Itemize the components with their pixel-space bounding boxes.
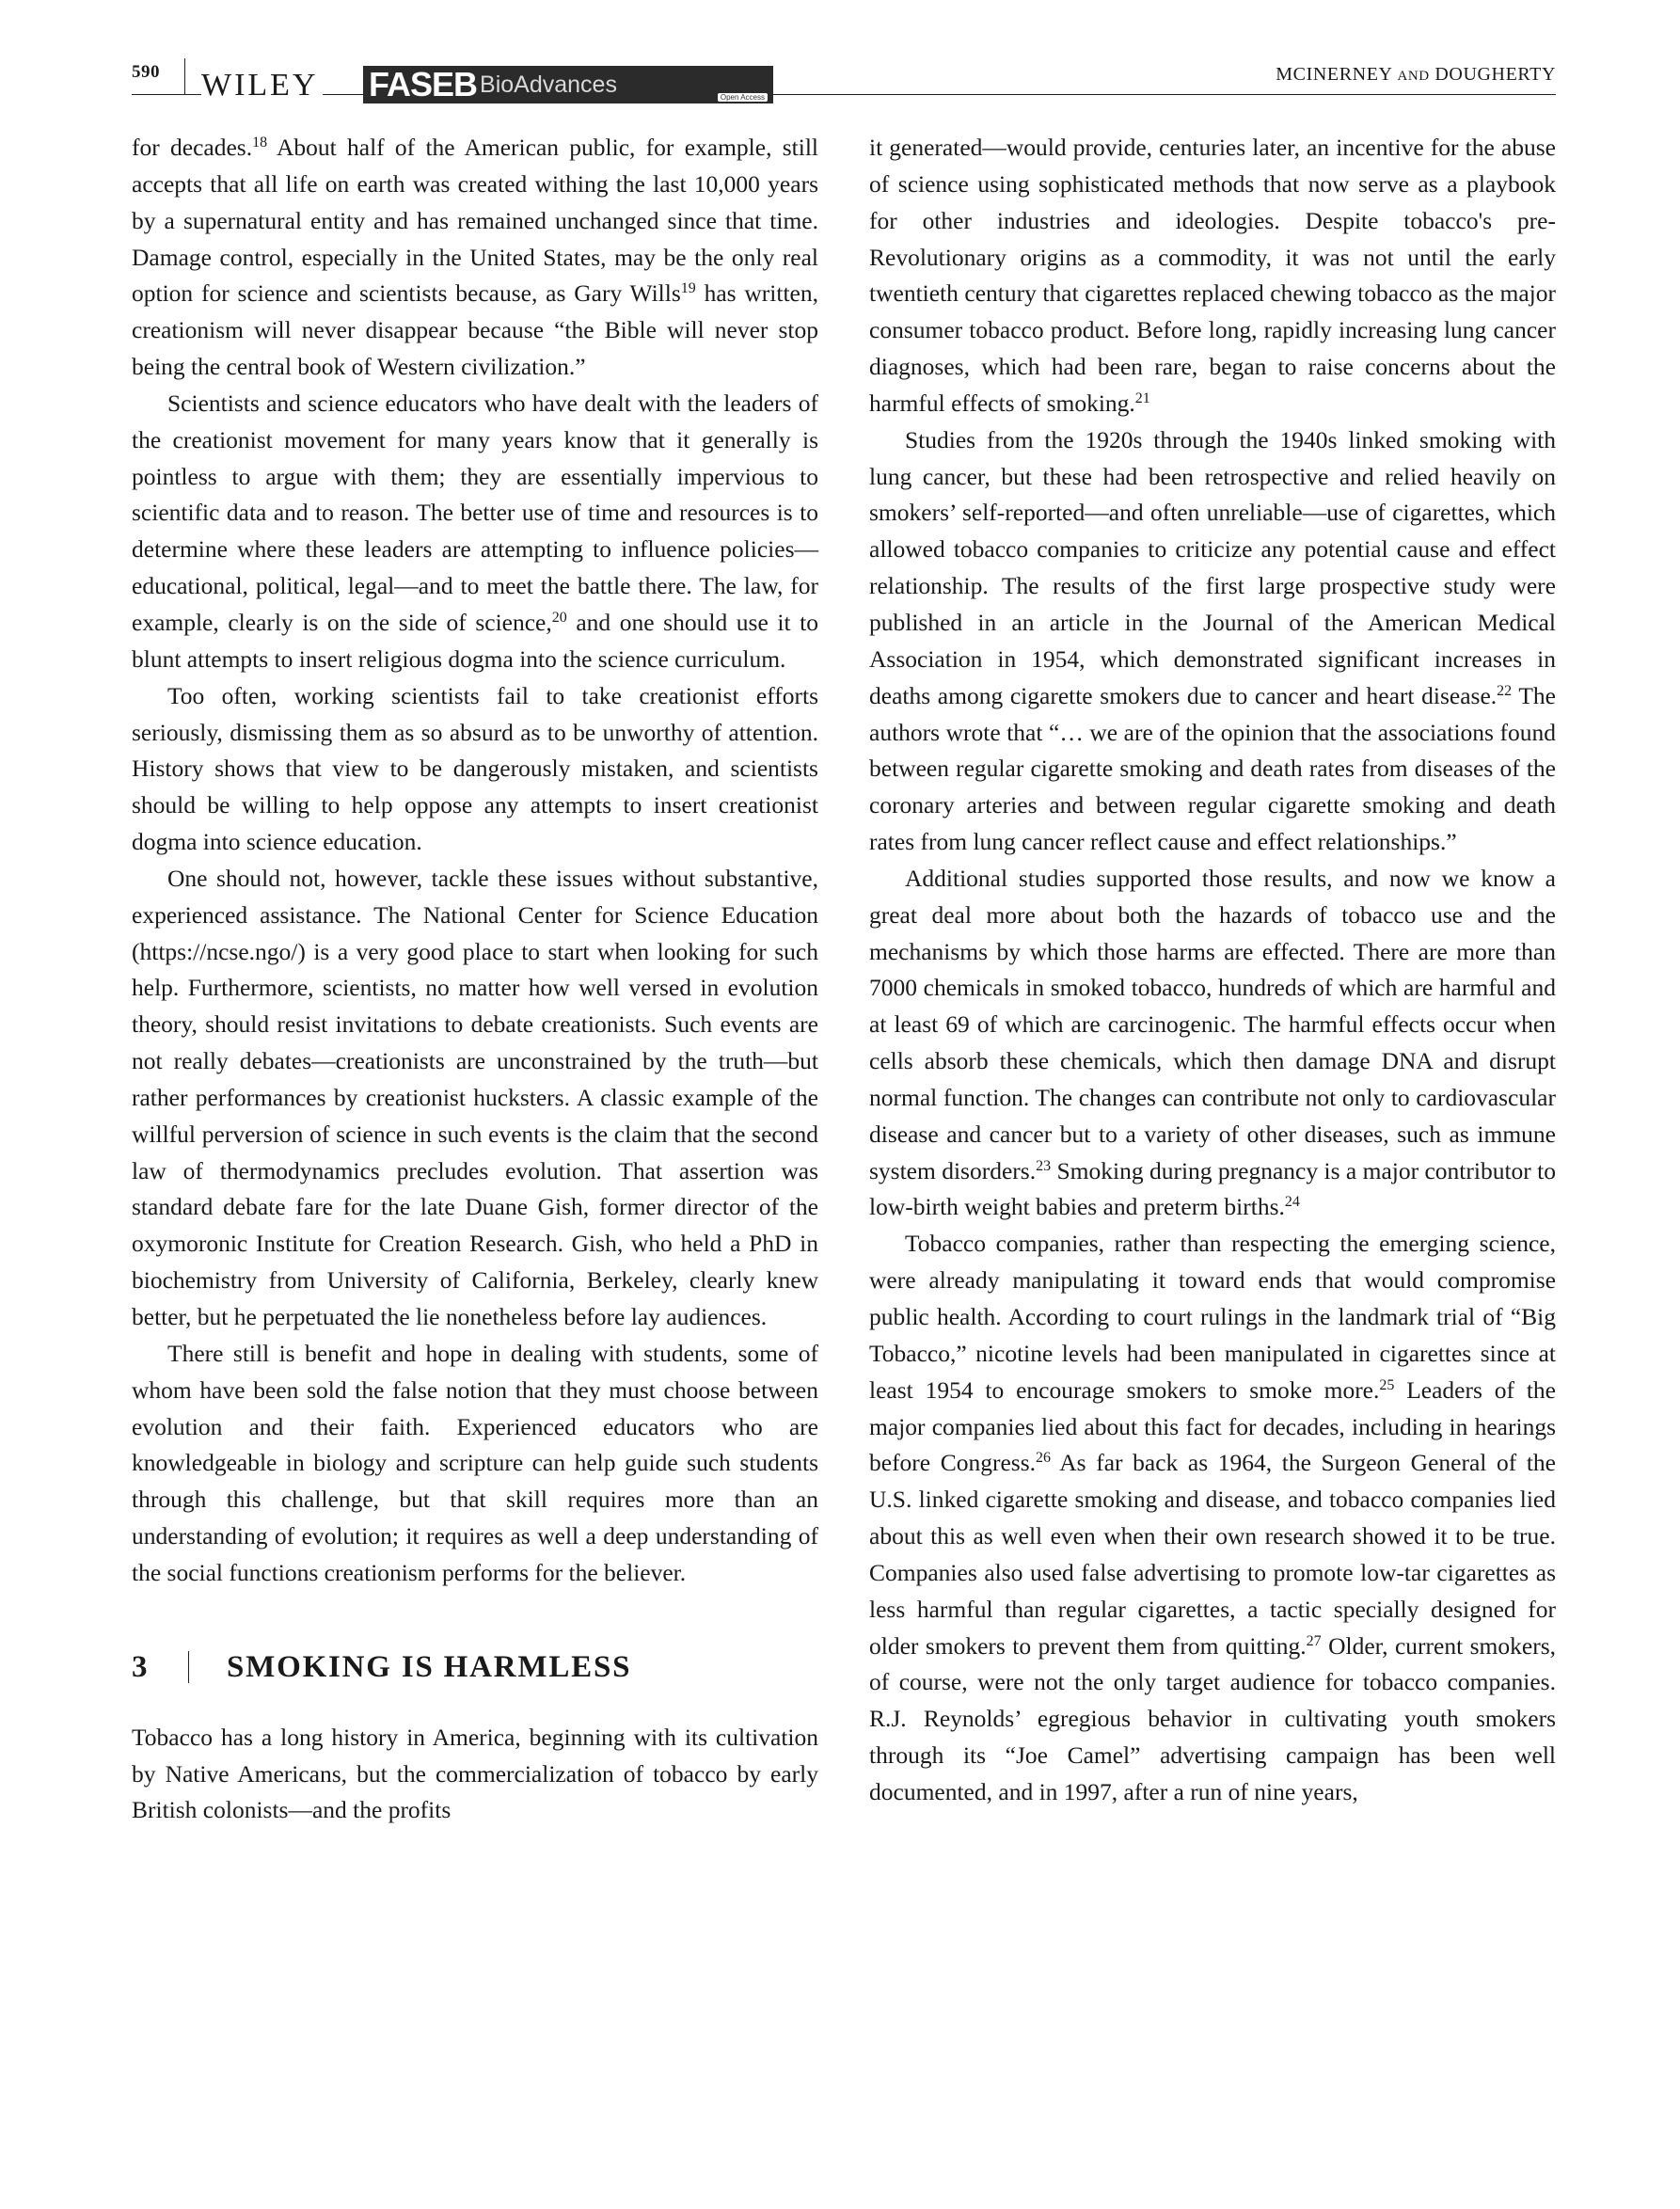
text-run: Studies from the 1920s through the 1940s linked smoking with lung cancer, but these had been retrospective and relied heavily on smokers’ self-reported—and often unreliable—use of cigarettes, which allowed tobacco companies to criticize any potential cause and effect relationship. The results of the first large prospective study were published in an article in the Journal of the American Medical Association in 1954, which demonstrated significant increases in deaths among cigarette smokers due to cancer and heart disease. [869, 425, 1556, 709]
citation-22: 22 [1497, 682, 1513, 699]
paragraph: Tobacco has a long history in America, beginning with its cultivation by Native Americans, but the commercialization of tobacco by early British colonists—and the profits [132, 1723, 818, 1824]
paragraph: One should not, however, tackle these issues without substantive, experienced assistance. The National Center for Science Education (https://ncse.ngo/) is a very good place to start when looking for such help. Furthermore, scientists, no matter how well versed in evolution theory, should resist invitations to debate creationists. Such events are not really debates—creationists are unconstrained by the truth—but rather performances by creationist hucksters. A classic example of the willful perversion of science in such events is the claim that the second law of thermodynamics precludes evolution. That assertion was standard debate fare for the late Duane Gish, former director of the oxymoronic Institute for Creation Research. Gish, who held a PhD in biochemistry from University of California, Berkeley, clearly knew better, but he perpetuated the lie nonetheless before lay audiences. [132, 864, 818, 1330]
text-run: Additional studies supported those results, and now we know a great deal more about both the hazards of tobacco use and the mechanisms by which those harms are effected. There are more than 7000 chemicals in smoked tobacco, hundreds of which are harmful and at least 69 of which are carcinogenic. The harmful effects occur when cells absorb these chemicals, which then damage DNA and disrupt normal function. The changes can contribute not only to cardiovascular disease and cancer but to a variety of other diseases, such as immune system disorders. [869, 864, 1556, 1184]
paragraph [869, 422, 1556, 861]
journal-logo-main: FASEB [369, 65, 478, 103]
publisher-logo: WILEY [201, 70, 323, 102]
paragraph: Too often, working scientists fail to take creationist efforts seriously, dismissing them as so absurd as to be unworthy of attention. History shows that view to be dangerously mistaken, and scientists should be willing to help oppose any attempts to insert creationist dogma into science education. [132, 681, 818, 856]
section-divider [188, 1651, 189, 1683]
text-run: The authors wrote that “… we are of the opinion that the associations found between regular cigarette smoking and death rates from diseases of the coronary arteries and between regular cigarette smoking and death rates from lung cancer reflect cause and effect relationships.” [869, 681, 1556, 856]
running-head [1276, 64, 1556, 86]
paragraph [869, 130, 1556, 422]
text-run: About half of the American public, for example, still accepts that all life on earth was created withing the last 10,000 years by a supernatural entity and has remained unchanged since that time. Damage control, especially in the United States, may be the only real option for science and scientists because, as Gary Wills [132, 134, 818, 308]
header-divider [184, 58, 185, 94]
text-run: Leaders of the major companies lied about this fact for decades, including in hearings before Congress. [869, 1375, 1556, 1477]
text-run: and one should use it to blunt attempts to insert religious dogma into the science curriculum. [132, 608, 819, 673]
citation-24: 24 [1284, 1194, 1300, 1211]
running-head-author1: MCINERNEY [1276, 64, 1392, 85]
text-run: has written, creationism will never disappear because “the Bible will never stop being the central book of Western civilization.” [132, 279, 818, 381]
left-column [132, 130, 818, 1829]
text-run: As far back as 1964, the Surgeon General of the U.S. linked cigarette smoking and disease, and tobacco companies lied about this as well even when their own research showed it to be true. Companies also used false advertising to promote low-tar cigarettes as less harmful than regular cigarettes, a tactic specially designed for older smokers to prevent them from quitting. [869, 1449, 1556, 1660]
text-run: for decades. [132, 134, 253, 161]
text-run: Smoking during pregnancy is a major contributor to low-birth weight babies and preterm births. [869, 1156, 1556, 1221]
running-head-and: AND [1397, 69, 1430, 84]
text-run: Scientists and science educators who have dealt with the leaders of the creationist movement for many years know that it generally is pointless to argue with them; they are essentially impervious to scientific data and to reason. The better use of time and resources is to determine where these leaders are attempting to influence policies—educational, political, legal—and to meet the battle there. The law, for example, clearly is on the side of science, [132, 389, 818, 636]
section-title: SMOKING IS HARMLESS [227, 1649, 632, 1684]
citation-19: 19 [680, 280, 696, 297]
text-run: it generated—would provide, centuries later, an incentive for the abuse of science using sophisticated methods that now serve as a playbook for other industries and ideologies. Despite tobacco's pre-Revolutionary origins as a commodity, it was not until the early twentieth century that cigarettes replaced chewing tobacco as the major consumer tobacco product. Before long, rapidly increasing lung cancer diagnoses, which had been rare, began to raise concerns about the harmful effects of smoking. [869, 134, 1556, 417]
citation-27: 27 [1306, 1632, 1322, 1649]
paragraph [132, 386, 818, 678]
journal-logo [363, 66, 773, 103]
section-heading [132, 1648, 818, 1686]
paragraph: There still is benefit and hope in dealing with students, some of whom have been sold the false notion that they must choose between evolution and their faith. Experienced educators who are knowledgeable in biology and scripture can help guide such students through this challenge, but that skill requires more than an understanding of evolution; it requires as well a deep understanding of the social functions creationism performs for the believer. [132, 1339, 818, 1586]
paragraph [132, 130, 818, 386]
citation-18: 18 [252, 135, 268, 151]
text-run: Older, current smokers, of course, were not the only target audience for tobacco companies. R.J. Reynolds’ egregious behavior in cultivating youth smokers through its “Joe Camel” advertising campaign has been well documented, and in 1997, after a run of nine years, [869, 1631, 1556, 1805]
header-rule [132, 94, 1556, 95]
citation-21: 21 [1134, 389, 1150, 406]
paragraph [869, 1226, 1556, 1811]
page-header [132, 58, 1556, 103]
journal-logo-sub: BioAdvances [480, 72, 617, 98]
open-access-badge: Open Access [718, 93, 768, 102]
page-number: 590 [132, 62, 160, 82]
section-number: 3 [132, 1649, 150, 1684]
running-head-author2: DOUGHERTY [1434, 64, 1556, 85]
right-column [869, 130, 1556, 1811]
citation-20: 20 [551, 609, 567, 626]
citation-25: 25 [1379, 1376, 1395, 1393]
citation-23: 23 [1036, 1157, 1052, 1174]
text-run: Tobacco companies, rather than respecting the emerging science, were already manipulating it toward ends that would compromise public health. According to court rulings in the landmark trial of “Big Tobacco,” nicotine levels had been manipulated in cigarettes since at least 1954 to encourage smokers to smoke more. [869, 1230, 1556, 1404]
citation-26: 26 [1036, 1450, 1052, 1467]
paragraph [869, 861, 1556, 1226]
